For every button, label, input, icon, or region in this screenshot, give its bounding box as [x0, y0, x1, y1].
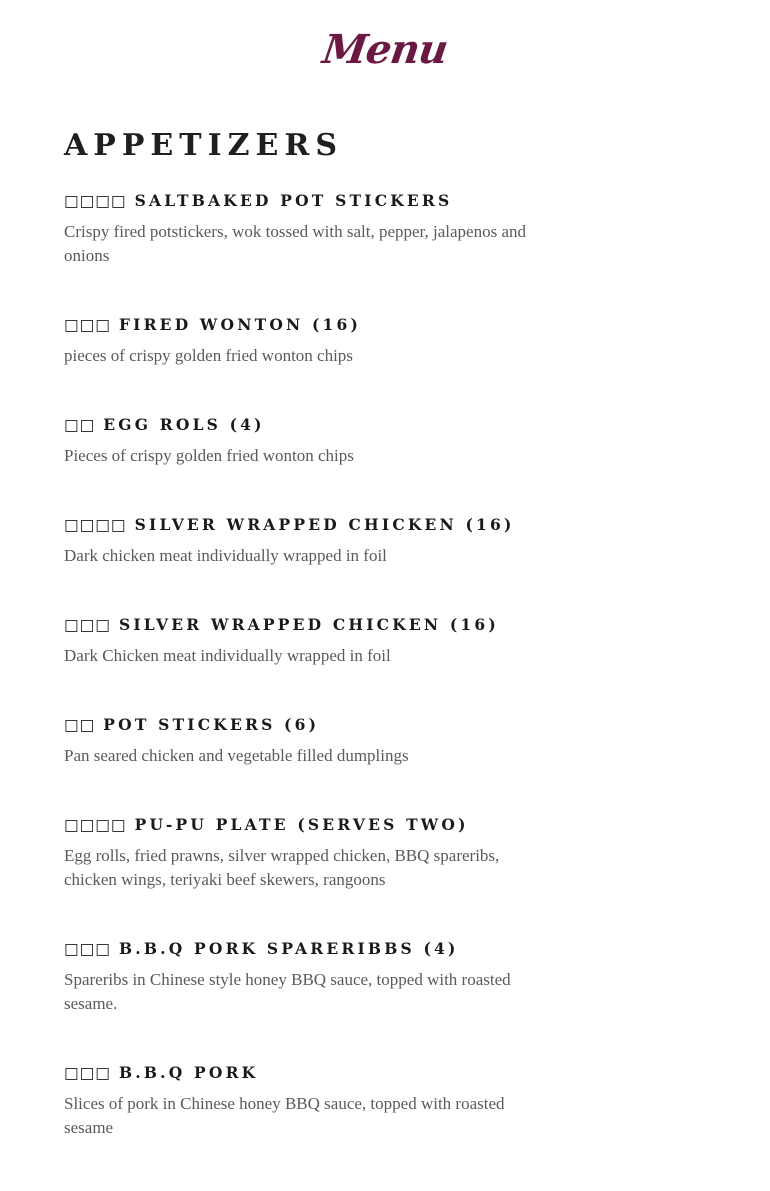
menu-item-name: B.B.Q PORK SPARERIBBS (4) [118, 939, 459, 958]
menu-item-chinese-name: □□□ [64, 939, 111, 958]
menu-item-description: Dark Chicken meat individually wrapped in foil [64, 646, 391, 665]
menu-item-list [64, 190, 544, 1186]
menu-item-chinese-name: □□□ [64, 615, 111, 634]
menu-item-name: POT STICKERS (6) [103, 715, 320, 734]
menu-item-chinese-name: □□□□ [64, 815, 127, 834]
menu-item-chinese-name: □□□ [64, 1063, 111, 1082]
menu-item-description: Egg rolls, fried prawns, silver wrapped chicken, BBQ spareribs, chicken wings, teriyaki beef skewers, rangoons [64, 846, 500, 889]
menu-item-title [64, 514, 544, 536]
menu-item-chinese-name: □□□□ [64, 191, 127, 210]
menu-item-name: SALTBAKED POT STICKERS [134, 191, 453, 210]
menu-item-description: Crispy fired potstickers, wok tossed with salt, pepper, jalapenos and onions [64, 222, 527, 265]
menu-item-title [64, 814, 544, 836]
menu-item-title [64, 190, 544, 212]
menu-item-title [64, 414, 544, 436]
menu-item-description: Dark chicken meat individually wrapped in foil [64, 546, 387, 565]
menu-item-description: Pieces of crispy golden fried wonton chips [64, 446, 354, 465]
menu-item-name: SILVER WRAPPED CHICKEN (16) [118, 615, 499, 634]
menu-item-name: FIRED WONTON (16) [118, 315, 362, 334]
menu-item [64, 814, 544, 938]
menu-item [64, 714, 544, 814]
menu-item-description: Slices of pork in Chinese honey BBQ sauce, topped with roasted sesame [64, 1094, 505, 1137]
menu-item-description: Spareribs in Chinese style honey BBQ sauce, topped with roasted sesame. [64, 970, 511, 1013]
menu-item-description: Pan seared chicken and vegetable filled dumplings [64, 746, 409, 765]
menu-item [64, 314, 544, 414]
menu-item [64, 1062, 544, 1186]
menu-item-description: pieces of crispy golden fried wonton chips [64, 346, 353, 365]
menu-item-title [64, 614, 544, 636]
menu-item-chinese-name: □□ [64, 715, 96, 734]
menu-item-title [64, 714, 544, 736]
menu-item-chinese-name: □□ [64, 415, 96, 434]
menu-item [64, 414, 544, 514]
section-title: APPETIZERS [64, 128, 343, 163]
menu-item-chinese-name: □□□ [64, 315, 111, 334]
menu-item-name: PU-PU PLATE (SERVES TWO) [134, 815, 469, 834]
page-title: Menu [319, 26, 451, 73]
menu-item [64, 514, 544, 614]
menu-item-name: SILVER WRAPPED CHICKEN (16) [134, 515, 515, 534]
menu-item-title [64, 938, 544, 960]
menu-item-name: EGG ROLS (4) [103, 415, 265, 434]
menu-item-title [64, 314, 544, 336]
menu-item-chinese-name: □□□□ [64, 515, 127, 534]
menu-item [64, 938, 544, 1062]
menu-item [64, 190, 544, 314]
menu-item-name: B.B.Q PORK [118, 1063, 259, 1082]
menu-item-title [64, 1062, 544, 1084]
menu-item [64, 614, 544, 714]
